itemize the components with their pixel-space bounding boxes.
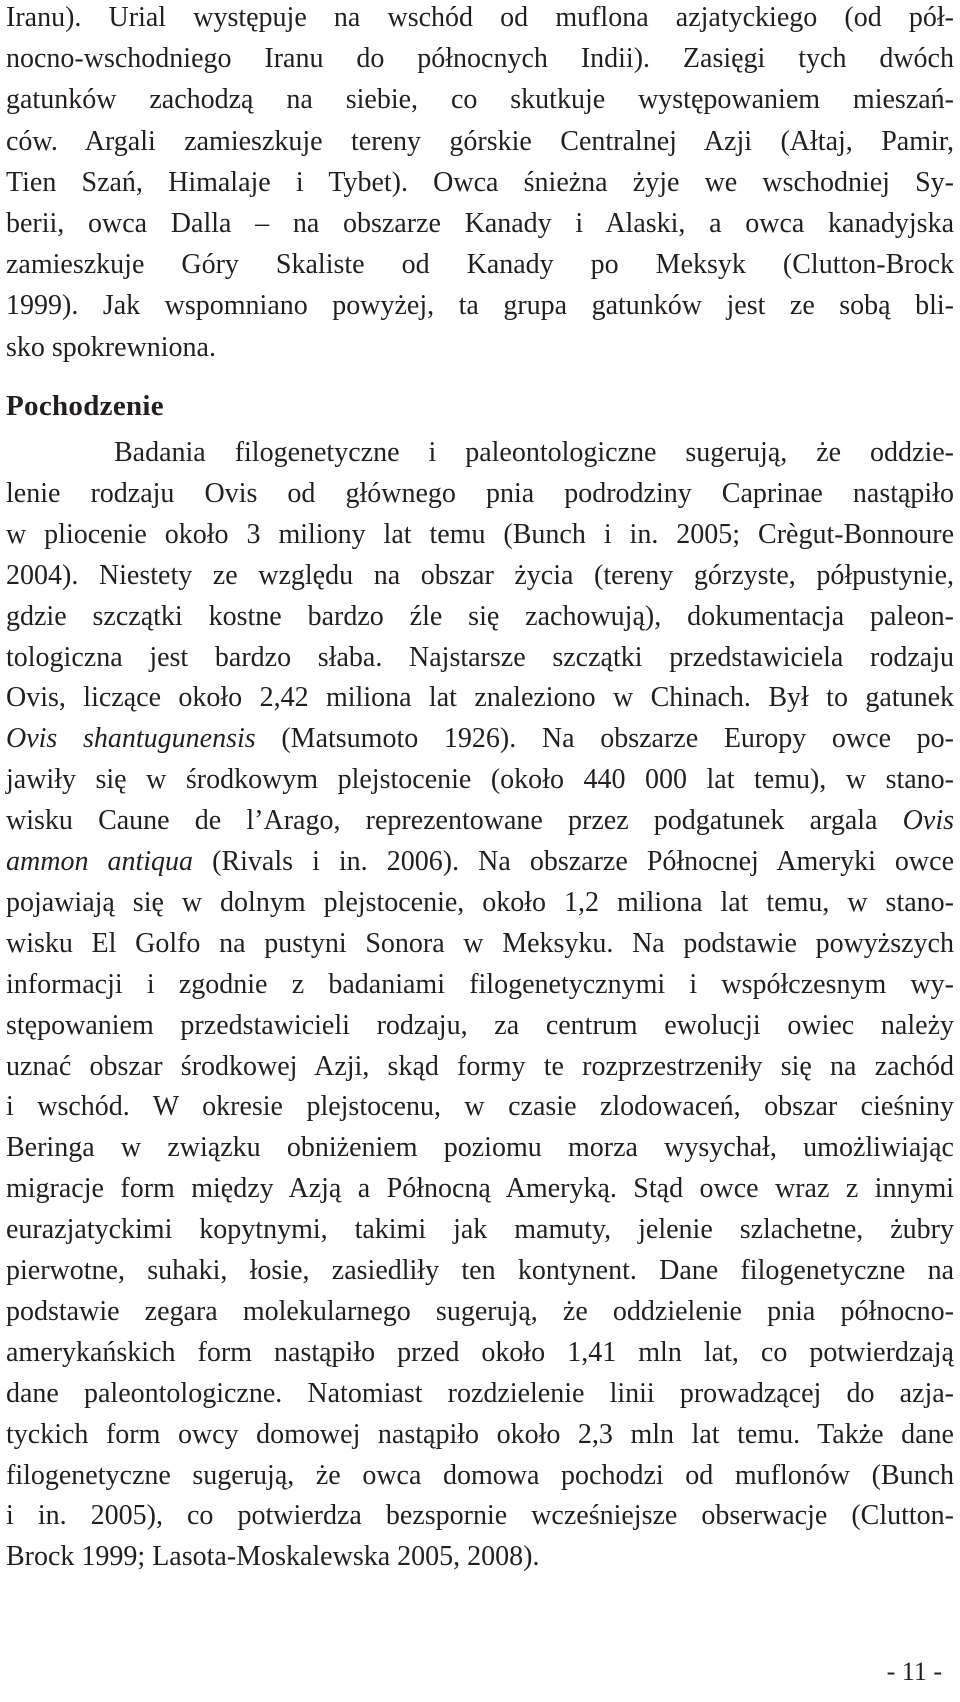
text-line: pojawiają się w dolnym plejstocenie, około 1,2 miliona lat temu, w stano- <box>6 886 954 918</box>
text-line: nocno-wschodniego Iranu do północnych Indii). Zasięgi tych dwóch <box>6 43 954 75</box>
text-line: ammon antiqua (Rivals i in. 2006). Na obszarze Północnej Ameryki owce <box>6 846 954 877</box>
text-line: filogenetyczne sugerują, że owca domowa pochodzi od muflonów (Bunch <box>6 1459 954 1491</box>
text-line: wisku Caune de l’Arago, reprezentowane przez podgatunek argala Ovis <box>6 805 954 837</box>
text-line: Tien Szań, Himalaje i Tybet). Owca śnieżna żyje we wschodniej Sy- <box>6 166 954 198</box>
text-line: ców. Argali zamieszkuje tereny górskie Centralnej Azji (Ałtaj, Pamir, <box>6 125 954 157</box>
text-line: Brock 1999; Lasota-Moskalewska 2005, 2008). <box>6 1541 540 1573</box>
text-line: wisku El Golfo na pustyni Sonora w Meksyku. Na podstawie powyższych <box>6 927 954 959</box>
text-line: berii, owca Dalla – na obszarze Kanady i Alaski, a owca kanadyjska <box>6 208 954 239</box>
text-line: informacji i zgodnie z badaniami filogenetycznymi i współczesnym wy- <box>6 968 954 1000</box>
text-line: uznać obszar środkowej Azji, skąd formy te rozprzestrzeniły się na zachód <box>6 1050 954 1082</box>
text-line: eurazjatyckimi kopytnymi, takimi jak mamuty, jelenie szlachetne, żubry <box>6 1214 954 1246</box>
text-line: i wschód. W okresie plejstocenu, w czasie zlodowaceń, obszar cieśniny <box>6 1091 954 1123</box>
text-line: zamieszkuje Góry Skaliste od Kanady po Meksyk (Clutton-Brock <box>6 249 954 281</box>
text-line: dane paleontologiczne. Natomiast rozdzielenie linii prowadzącej do azja- <box>6 1377 954 1409</box>
text-line: podstawie zegara molekularnego sugerują, że oddzielenie pnia północno- <box>6 1295 954 1327</box>
text-line: Iranu). Urial występuje na wschód od muflona azjatyckiego (od pół- <box>6 2 954 33</box>
text-line: 1999). Jak wspomniano powyżej, ta grupa gatunków jest ze sobą bli- <box>6 290 954 322</box>
text-line: sko spokrewniona. <box>6 331 216 363</box>
text-line: i in. 2005), co potwierdza bezspornie wcześniejsze obserwacje (Clutton- <box>6 1500 954 1532</box>
document-page <box>6 0 954 1702</box>
text-line: Ovis shantugunensis (Matsumoto 1926). Na obszarze Europy owce po- <box>6 723 954 755</box>
text-line: Beringa w związku obniżeniem poziomu morza wysychał, umożliwiając <box>6 1132 954 1164</box>
text-line: tologiczna jest bardzo słaba. Najstarsze szczątki przedstawiciela rodzaju <box>6 641 954 673</box>
text-line: lenie rodzaju Ovis od głównego pnia podrodziny Caprinae nastąpiło <box>6 477 954 509</box>
text-line: jawiły się w środkowym plejstocenie (około 440 000 lat temu), w stano- <box>6 764 954 796</box>
text-line: gdzie szczątki kostne bardzo źle się zachowują), dokumentacja paleon- <box>6 600 954 632</box>
text-line: migracje form między Azją a Północną Ameryką. Stąd owce wraz z innymi <box>6 1173 954 1205</box>
text-line: Badania filogenetyczne i paleontologiczne sugerują, że oddzie- <box>114 437 954 468</box>
text-line: w pliocenie około 3 miliony lat temu (Bunch i in. 2005; Crègut-Bonnoure <box>6 518 954 550</box>
page-number: - 11 - <box>886 1657 942 1686</box>
text-line: amerykańskich form nastąpiło przed około 1,41 mln lat, co potwierdzają <box>6 1336 954 1368</box>
text-line: stępowaniem przedstawicieli rodzaju, za centrum ewolucji owiec należy <box>6 1009 954 1041</box>
text-line: Ovis, liczące około 2,42 miliona lat znaleziono w Chinach. Był to gatunek <box>6 682 954 714</box>
text-line: pierwotne, suhaki, łosie, zasiedliły ten kontynent. Dane filogenetyczne na <box>6 1255 954 1286</box>
text-line: 2004). Niestety ze względu na obszar życia (tereny górzyste, półpustynie, <box>6 559 954 591</box>
text-line: gatunków zachodzą na siebie, co skutkuje występowaniem mieszań- <box>6 84 954 116</box>
section-heading: Pochodzenie <box>6 390 164 422</box>
text-line: tyckich form owcy domowej nastąpiło około 2,3 mln lat temu. Także dane <box>6 1418 954 1450</box>
